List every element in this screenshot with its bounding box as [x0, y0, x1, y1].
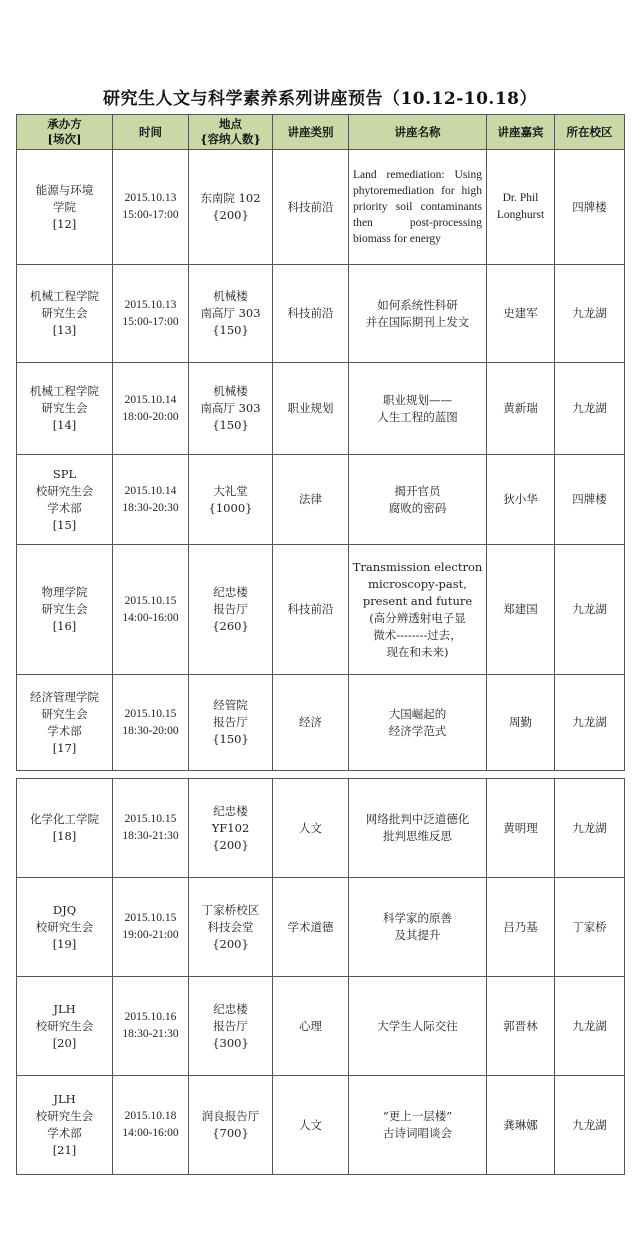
cell-category: 人文 [273, 779, 349, 878]
cell-category: 职业规划 [273, 363, 349, 455]
cell-lecture-name: 揭开官员 腐败的密码 [349, 455, 487, 545]
cell-time: 2015.10.13 15:00-17:00 [113, 265, 189, 363]
cell-host: JLH 校研究生会 [20] [17, 977, 113, 1076]
cell-place: 机械楼 南高厅 303 {150} [189, 363, 273, 455]
table-row [17, 455, 625, 545]
cell-time: 2015.10.18 14:00-16:00 [113, 1076, 189, 1175]
table-row [17, 265, 625, 363]
table-row [17, 779, 625, 878]
cell-host: 机械工程学院 研究生会 [14] [17, 363, 113, 455]
cell-guest: 郑建国 [487, 545, 555, 675]
cell-host: DJQ 校研究生会 [19] [17, 878, 113, 977]
header-place: 地点 {容纳人数} [189, 115, 273, 150]
cell-campus: 四牌楼 [555, 150, 625, 265]
table-row [17, 675, 625, 771]
cell-campus: 九龙湖 [555, 1076, 625, 1175]
cell-host: 经济管理学院 研究生会 学术部 [17] [17, 675, 113, 771]
cell-host: JLH 校研究生会 学术部 [21] [17, 1076, 113, 1175]
cell-lecture-name: 如何系统性科研 并在国际期刊上发文 [349, 265, 487, 363]
cell-campus: 九龙湖 [555, 779, 625, 878]
cell-host: SPL 校研究生会 学术部 [15] [17, 455, 113, 545]
cell-campus: 九龙湖 [555, 363, 625, 455]
header-host: 承办方 [场次] [17, 115, 113, 150]
cell-lecture-name: 大学生人际交往 [349, 977, 487, 1076]
cell-place: 机械楼 南高厅 303 {150} [189, 265, 273, 363]
cell-guest: 黄新瑞 [487, 363, 555, 455]
cell-time: 2015.10.14 18:00-20:00 [113, 363, 189, 455]
cell-category: 人文 [273, 1076, 349, 1175]
cell-category: 科技前沿 [273, 265, 349, 363]
cell-lecture-name: 网络批判中泛道德化 批判思维反思 [349, 779, 487, 878]
page-title: 研究生人文与科学素养系列讲座预告（10.12-10.18） [102, 89, 538, 109]
table-row [17, 1076, 625, 1175]
cell-guest: 龚琳娜 [487, 1076, 555, 1175]
cell-category: 科技前沿 [273, 150, 349, 265]
cell-guest: 周勤 [487, 675, 555, 771]
cell-host: 化学化工学院 [18] [17, 779, 113, 878]
cell-campus: 四牌楼 [555, 455, 625, 545]
cell-campus: 九龙湖 [555, 265, 625, 363]
cell-host: 机械工程学院 研究生会 [13] [17, 265, 113, 363]
cell-category: 科技前沿 [273, 545, 349, 675]
cell-guest: Dr. Phil Longhurst [487, 150, 555, 265]
cell-guest: 狄小华 [487, 455, 555, 545]
cell-guest: 郭晋林 [487, 977, 555, 1076]
cell-campus: 九龙湖 [555, 545, 625, 675]
cell-place: 润良报告厅 {700} [189, 1076, 273, 1175]
cell-guest: 史建军 [487, 265, 555, 363]
cell-time: 2015.10.15 19:00-21:00 [113, 878, 189, 977]
cell-lecture-name: 科学家的原善 及其提升 [349, 878, 487, 977]
cell-host: 能源与环境 学院 [12] [17, 150, 113, 265]
cell-time: 2015.10.15 18:30-21:30 [113, 779, 189, 878]
cell-place: 丁家桥校区 科技会堂 {200} [189, 878, 273, 977]
cell-campus: 九龙湖 [555, 977, 625, 1076]
header-guest: 讲座嘉宾 [487, 115, 555, 150]
header-row [17, 115, 625, 150]
cell-category: 学术道德 [273, 878, 349, 977]
cell-time: 2015.10.16 18:30-21:30 [113, 977, 189, 1076]
cell-guest: 吕乃基 [487, 878, 555, 977]
table-row [17, 363, 625, 455]
cell-place: 东南院 102 {200} [189, 150, 273, 265]
cell-campus: 丁家桥 [555, 878, 625, 977]
cell-category: 经济 [273, 675, 349, 771]
header-category: 讲座类别 [273, 115, 349, 150]
cell-guest: 黄明理 [487, 779, 555, 878]
cell-time: 2015.10.15 14:00-16:00 [113, 545, 189, 675]
cell-place: 大礼堂 {1000} [189, 455, 273, 545]
table-row [17, 878, 625, 977]
cell-place: 纪忠楼 报告厅 {260} [189, 545, 273, 675]
header-campus: 所在校区 [555, 115, 625, 150]
cell-lecture-name: 大国崛起的 经济学范式 [349, 675, 487, 771]
cell-lecture-name: 职业规划—— 人生工程的蓝图 [349, 363, 487, 455]
cell-place: 纪忠楼 报告厅 {300} [189, 977, 273, 1076]
cell-time: 2015.10.14 18:30-20:30 [113, 455, 189, 545]
lecture-table-1 [16, 114, 625, 771]
cell-lecture-name: “更上一层楼” 古诗词唱谈会 [349, 1076, 487, 1175]
table-row [17, 977, 625, 1076]
cell-campus: 九龙湖 [555, 675, 625, 771]
cell-lecture-name: Transmission electron microscopy-past, present and future (高分辨透射电子显 微术--------过去， 现在和未来) [349, 545, 487, 675]
cell-time: 2015.10.13 15:00-17:00 [113, 150, 189, 265]
cell-category: 心理 [273, 977, 349, 1076]
cell-time: 2015.10.15 18:30-20:00 [113, 675, 189, 771]
cell-place: 纪忠楼 YF102 {200} [189, 779, 273, 878]
cell-lecture-name: Land remediation: Using phytoremediation for high priority soil contaminants then post-processing biomass for energy [349, 150, 487, 265]
header-lecture-name: 讲座名称 [349, 115, 487, 150]
table-row [17, 545, 625, 675]
cell-place: 经管院 报告厅 {150} [189, 675, 273, 771]
cell-category: 法律 [273, 455, 349, 545]
table-row [17, 150, 625, 265]
lecture-table-2 [16, 778, 625, 1175]
cell-host: 物理学院 研究生会 [16] [17, 545, 113, 675]
header-time: 时间 [113, 115, 189, 150]
